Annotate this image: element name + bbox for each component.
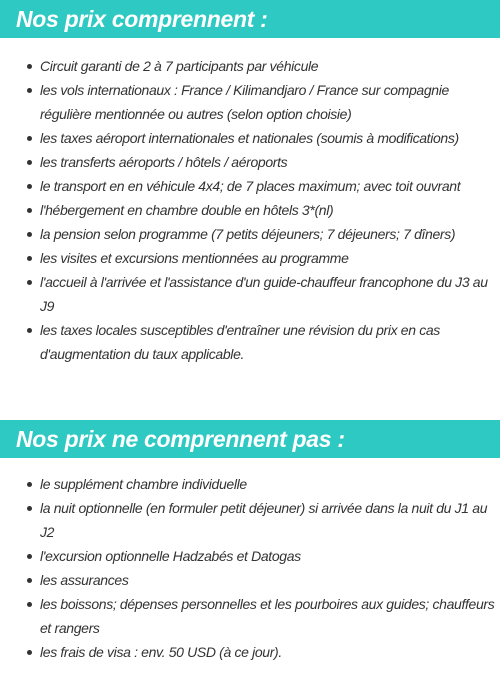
list-item: l'accueil à l'arrivée et l'assistance d'un guide-chauffeur francophone du J3 au J9 xyxy=(24,270,500,318)
list-item: la nuit optionnelle (en formuler petit déjeuner) si arrivée dans la nuit du J1 au J2 xyxy=(24,496,500,544)
list-item: les vols internationaux : France / Kilimandjaro / France sur compagnie régulière mentionnée ou autres (selon option choisie) xyxy=(24,78,500,126)
list-item: le transport en en véhicule 4x4; de 7 places maximum; avec toit ouvrant xyxy=(24,174,500,198)
list-item: les frais de visa : env. 50 USD (à ce jour). xyxy=(24,640,500,664)
list-item: l'hébergement en chambre double en hôtels 3*(nl) xyxy=(24,198,500,222)
list-item: les assurances xyxy=(24,568,500,592)
list-item: les boissons; dépenses personnelles et les pourboires aux guides; chauffeurs et rangers xyxy=(24,592,500,640)
list-item: les visites et excursions mentionnées au programme xyxy=(24,246,500,270)
included-list xyxy=(0,54,500,366)
list-item: la pension selon programme (7 petits déjeuners; 7 déjeuners; 7 dîners) xyxy=(24,222,500,246)
list-item: l'excursion optionnelle Hadzabés et Datogas xyxy=(24,544,500,568)
list-item: le supplément chambre individuelle xyxy=(24,472,500,496)
excluded-list xyxy=(0,472,500,664)
list-item: les taxes aéroport internationales et nationales (soumis à modifications) xyxy=(24,126,500,150)
list-item: les taxes locales susceptibles d'entraîner une révision du prix en cas d'augmentation du taux applicable. xyxy=(24,318,500,366)
list-item: Circuit garanti de 2 à 7 participants par véhicule xyxy=(24,54,500,78)
excluded-section-title: Nos prix ne comprennent pas : xyxy=(0,420,500,458)
included-section-title: Nos prix comprennent : xyxy=(0,0,500,38)
list-item: les transferts aéroports / hôtels / aéroports xyxy=(24,150,500,174)
